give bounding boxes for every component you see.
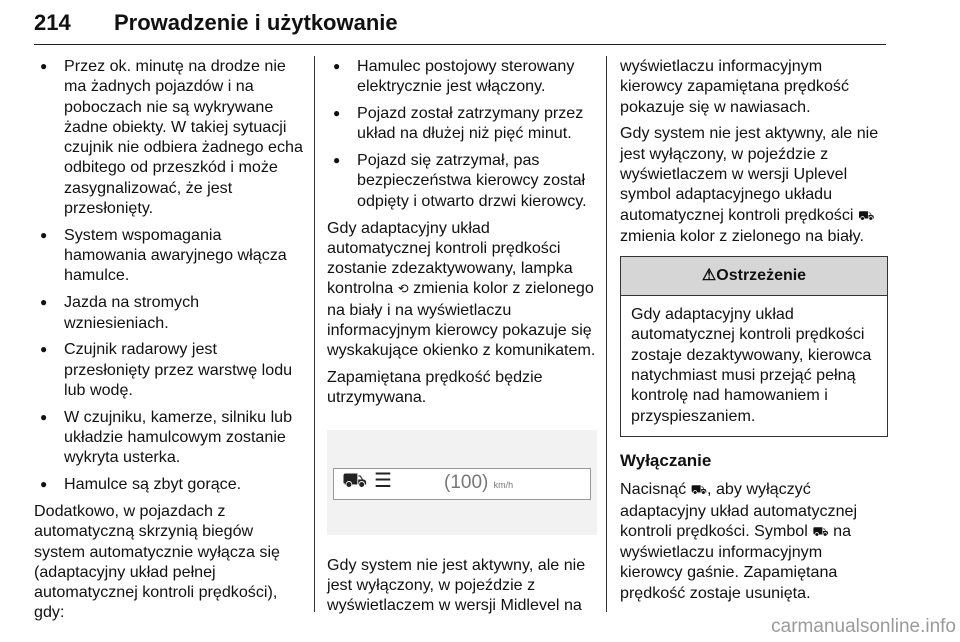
paragraph-text: Gdy adaptacyjny układ automatycznej kontroli prędkości zostanie zdezaktywowany, lampka kontrolna bbox=[327, 218, 573, 298]
paragraph: Zapamiętana prędkość będzie utrzymywana. bbox=[327, 368, 543, 407]
list-item: ● Hamulce są zbyt gorące. bbox=[34, 474, 306, 494]
column-divider bbox=[314, 56, 315, 612]
warning-text: Gdy adaptacyjny układ automatycznej kontroli prędkości zostaje dezaktywowany, kierowca natychmiast musi przejąć pełną kontrolę nad hamowaniem i przyspieszaniem. bbox=[631, 305, 872, 425]
column-right bbox=[620, 56, 888, 610]
page-header bbox=[34, 6, 886, 45]
section-heading: Wyłączanie bbox=[620, 450, 712, 470]
paragraph bbox=[620, 123, 888, 246]
list-item: ● Przez ok. minutę na drodze nie ma żadnych pojazdów i na poboczach nie są wykrywane żadne obiekty. W takiej sytuacji czujnik nie odbiera żadnego echa odbitego od przeszkód i może zasygnalizować, że jest przesłonięty. bbox=[34, 56, 306, 218]
list-item: ● Pojazd się zatrzymał, pas bezpieczeństwa kierowcy został odpięty i otwarto drzwi kierowcy. bbox=[327, 150, 597, 211]
page-number: 214 bbox=[34, 10, 71, 35]
adaptive-cruise-icon: ⛟ bbox=[857, 207, 875, 223]
list-item: ● W czujniku, kamerze, silniku lub układzie hamulcowym zostanie wykryta usterka. bbox=[34, 407, 306, 468]
column-divider bbox=[606, 56, 607, 612]
page-title: Prowadzenie i użytkowanie bbox=[114, 10, 398, 35]
list-item: ● Czujnik radarowy jest przesłonięty przez warstwę lodu lub wodę. bbox=[34, 339, 306, 400]
paragraph-text: Nacisnąć bbox=[620, 480, 691, 499]
paragraph: Gdy system nie jest aktywny, ale nie jest wyłączony, w pojeździe z wyświetlaczem w wersji Midlevel na bbox=[327, 555, 586, 615]
list-item: ● Jazda na stromych wzniesieniach. bbox=[34, 292, 306, 333]
distance-bars-icon: ☰ bbox=[374, 469, 392, 492]
cruise-control-icon: ⟲ bbox=[397, 281, 409, 297]
list-item: ● Pojazd został zatrzymany przez układ na dłużej niż pięć minut. bbox=[327, 103, 597, 144]
adaptive-cruise-icon: ⛟ bbox=[812, 523, 829, 539]
watermark: carmanualsonline.info bbox=[771, 616, 956, 637]
adaptive-cruise-icon: ⛟ bbox=[342, 469, 368, 492]
speed-value: (100) bbox=[444, 471, 489, 493]
paragraph: wyświetlaczu informacyjnym kierowcy zapamiętana prędkość pokazuje się w nawiasach. bbox=[620, 57, 849, 116]
column-left bbox=[34, 56, 306, 629]
paragraph-text: zmienia kolor z zielonego na biały. bbox=[620, 226, 864, 245]
paragraph: Dodatkowo, w pojazdach z automatyczną skrzynią biegów system automatycznie wyłącza się (adaptacyjny układ pełnej automatycznej kontroli prędkości), gdy: bbox=[34, 501, 280, 622]
list-item: ● System wspomagania hamowania awaryjnego włącza hamulce. bbox=[34, 225, 306, 286]
speed-unit: km/h bbox=[493, 479, 514, 490]
driver-info-display bbox=[333, 468, 591, 500]
warning-title: Ostrzeżenie bbox=[716, 267, 807, 285]
warning-header bbox=[621, 257, 887, 296]
paragraph-text: , aby wyłączyć adaptacyjny układ automatycznej kontroli prędkości. Symbol bbox=[620, 480, 858, 540]
warning-icon: ⚠ bbox=[701, 267, 717, 285]
paragraph bbox=[327, 218, 597, 361]
column-middle bbox=[327, 56, 597, 622]
list-item: ● Hamulec postojowy sterowany elektrycznie jest włączony. bbox=[327, 56, 597, 97]
paragraph-text: na wyświetlaczu informacyjnym kierowcy gaśnie. Zapamiętana prędkość zostaje usunięta. bbox=[620, 521, 852, 602]
display-figure bbox=[327, 430, 597, 535]
warning-box bbox=[620, 256, 888, 437]
paragraph-text: Gdy system nie jest aktywny, ale nie jest wyłączony, w pojeździe z wyświetlaczem w wersji Uplevel symbol adaptacyjnego układu automatycznej kontroli prędkości bbox=[620, 124, 879, 224]
paragraph bbox=[620, 479, 888, 603]
paragraph-text: zmienia kolor z zielonego na biały i na wyświetlaczu informacyjnym kierowcy pokazuje się wyskakujące okienko z komunikatem. bbox=[327, 279, 596, 360]
adaptive-cruise-icon: ⛟ bbox=[690, 482, 708, 498]
stored-speed bbox=[444, 473, 513, 495]
